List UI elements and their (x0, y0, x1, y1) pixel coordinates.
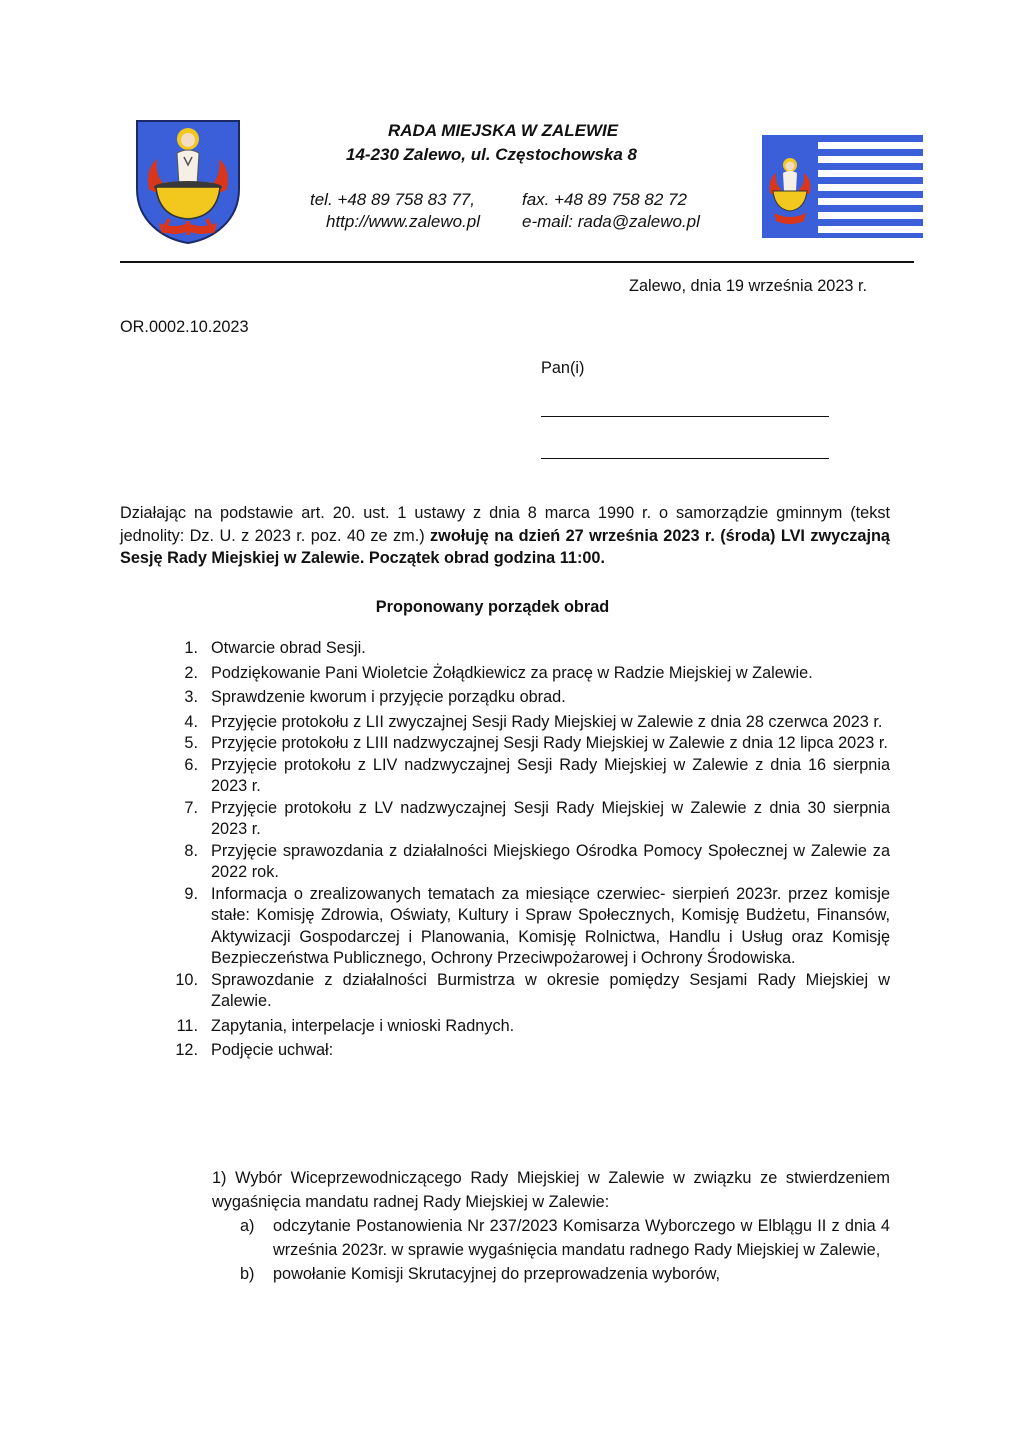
org-address: 14-230 Zalewo, ul. Częstochowska 8 (346, 145, 638, 164)
website-link[interactable]: http://www.zalewo.pl (326, 212, 481, 231)
body-paragraph: Działając na podstawie art. 20. ust. 1 ustawy z dnia 8 marca 1990 r. o samorządzie gminnym (tekst jednolity: Dz. U. z 2023 r. poz. 40 ze zm.) zwołuję na dzień 27 września 2023 r. (środa) LVI zwyczajną Sesję Rady Miejskiej w Zalewie. Początek obrad godzina 11:00. (120, 504, 890, 567)
header-divider (120, 261, 914, 263)
agenda-item: 11. Zapytania, interpelacje i wnioski Radnych. (176, 1016, 515, 1035)
agenda-item: 3. Sprawdzenie kworum i przyjęcie porządku obrad. (184, 688, 566, 706)
addressee-line-2 (541, 458, 829, 459)
resolution-subitem: a) odczytanie Postanowienia Nr 237/2023 Komisarza Wyborczego w Elblągu II z dnia 4 września 2023r. w sprawie wygaśnięcia mandatu radnego Rady Miejskiej w Zalewie, (240, 1217, 890, 1259)
agenda-item: 7. Przyjęcie protokołu z LV nadzwyczajnej Sesji Rady Miejskiej w Zalewie z dnia 30 sierpnia 2023 r. (184, 798, 890, 838)
agenda-item: 10. Sprawozdanie z działalności Burmistrza w okresie pomiędzy Sesjami Rady Miejskiej w Zalewie. (175, 970, 890, 1010)
agenda-item: 4. Przyjęcie protokołu z LII zwyczajnej Sesji Rady Miejskiej w Zalewie z dnia 28 czerwca 2023 r. (184, 712, 883, 731)
agenda-item: 12. Podjęcie uchwał: (175, 1041, 334, 1059)
agenda-item: 2. Podziękowanie Pani Wioletcie Żołądkiewicz za pracę w Radzie Miejskiej w Zalewie. (184, 663, 813, 682)
agenda-item: 9. Informacja o zrealizowanych tematach za miesiące czerwiec- sierpień 2023r. przez komisje stałe: Komisję Zdrowia, Oświaty, Kultury i Spraw Społecznych, Komisję Budżetu, Finansów, Aktywizacji Gospodarczej i Planowania, Komisję Rolnictwa, Handlu i Usług oraz Komisję Bezpieczeństwa Publicznego, Ochrony Przeciwpożarowej i Ochrony Środowiska. (184, 884, 890, 967)
org-name: RADA MIEJSKA W ZALEWIE (388, 121, 619, 140)
agenda-item: 8. Przyjęcie sprawozdania z działalności Miejskiego Ośrodka Pomocy Społecznej w Zalewie za 2022 rok. (184, 841, 890, 881)
email-link[interactable]: e-mail: rada@zalewo.pl (522, 212, 700, 231)
resolution-intro: 1) Wybór Wiceprzewodniczącego Rady Miejskiej w Zalewie w związku ze stwierdzeniem wygaśnięcia mandatu radnej Rady Miejskiej w Zalewie: (212, 1169, 890, 1211)
coat-of-arms-icon (135, 119, 241, 245)
agenda-item: 1. Otwarcie obrad Sesji. (184, 639, 366, 657)
addressee-label: Pan(i) (541, 359, 585, 377)
resolution-subitem: b) powołanie Komisji Skrutacyjnej do przeprowadzenia wyborów, (240, 1265, 721, 1283)
document-date: Zalewo, dnia 19 września 2023 r. (629, 277, 868, 295)
fax-number: fax. +48 89 758 82 72 (522, 190, 687, 209)
town-flag-icon (762, 135, 923, 238)
reference-number: OR.0002.10.2023 (120, 318, 249, 336)
agenda-title: Proponowany porządek obrad (375, 598, 610, 616)
agenda-item: 5. Przyjęcie protokołu z LIII nadzwyczajnej Sesji Rady Miejskiej w Zalewie z dnia 12 lipca 2023 r. (184, 734, 888, 752)
addressee-line-1 (541, 416, 829, 417)
agenda-item: 6. Przyjęcie protokołu z LIV nadzwyczajnej Sesji Rady Miejskiej w Zalewie z dnia 16 sierpnia 2023 r. (184, 755, 890, 795)
agenda-list (120, 638, 890, 1062)
phone-number: tel. +48 89 758 83 77, (310, 190, 475, 209)
resolution-section (212, 1166, 890, 1286)
